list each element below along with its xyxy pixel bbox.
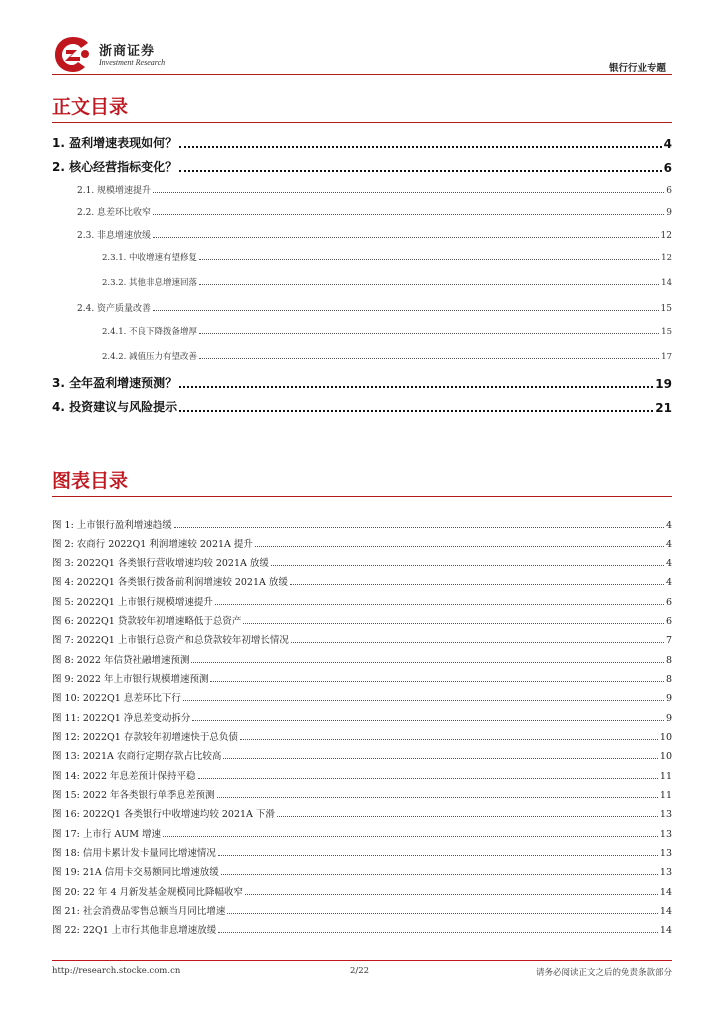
leader-dots — [210, 681, 663, 682]
figure-entry-page: 4 — [665, 539, 672, 550]
figure-entry-label: 图 10: 2022Q1 息差环比下行 — [52, 693, 181, 704]
figure-entry[interactable] — [52, 536, 672, 550]
toc-entry-label: 4. 投资建议与风险提示 — [52, 400, 178, 414]
leader-dots — [163, 836, 658, 837]
figure-entry-page: 4 — [665, 520, 672, 531]
leader-dots — [277, 816, 658, 817]
toc-subentry[interactable] — [77, 228, 672, 241]
figure-entry-label: 图 16: 2022Q1 各类银行中收增速均较 2021A 下滑 — [52, 809, 275, 820]
figure-entry[interactable] — [52, 632, 672, 646]
figure-entry[interactable] — [52, 922, 672, 936]
leader-dots — [191, 662, 663, 663]
figure-entry-label: 图 4: 2022Q1 各类银行拨备前利润增速较 2021A 放缓 — [52, 577, 288, 588]
leader-dots — [227, 913, 658, 914]
leader-dots — [245, 894, 658, 895]
toc-entry[interactable] — [52, 398, 672, 415]
figure-entry[interactable] — [52, 652, 672, 666]
figure-entry-page: 7 — [665, 635, 672, 646]
toc-title-rule — [52, 122, 672, 123]
toc-title: 正文目录 — [52, 96, 129, 118]
toc-entry-page: 21 — [655, 401, 672, 415]
figure-entry-label: 图 22: 22Q1 上市行其他非息增速放缓 — [52, 925, 217, 936]
toc-entry-page: 14 — [661, 278, 672, 288]
leader-dots — [218, 932, 658, 933]
figure-entry-page: 4 — [665, 577, 672, 588]
figure-entry[interactable] — [52, 748, 672, 762]
toc-entry-label: 2.3.2. 其他非息增速回落 — [102, 278, 198, 288]
leader-dots — [221, 874, 658, 875]
figure-entry-page: 14 — [659, 906, 672, 917]
toc-entry-page: 12 — [660, 231, 672, 241]
figure-entry[interactable] — [52, 594, 672, 608]
toc-entry-page: 15 — [661, 327, 672, 337]
figure-entry[interactable] — [52, 864, 672, 878]
toc-entry-page: 12 — [661, 253, 672, 263]
brand-name-en: Investment Research — [99, 58, 166, 67]
toc-entry-page: 9 — [666, 208, 672, 218]
leader-dots — [198, 778, 658, 779]
toc-entry-label: 2.4. 资产质量改善 — [77, 304, 152, 314]
leader-dots — [240, 739, 658, 740]
leader-dots — [223, 758, 658, 759]
zheshang-logo-icon — [52, 34, 94, 74]
figure-entry[interactable] — [52, 768, 672, 782]
leader-dots — [153, 214, 664, 215]
leader-dots — [179, 410, 653, 412]
page-header — [52, 34, 672, 78]
figure-entry-page: 13 — [659, 848, 672, 859]
leader-dots — [192, 720, 664, 721]
figure-entry-page: 11 — [659, 771, 672, 782]
footer-disclaimer: 请务必阅读正文之后的免责条款部分 — [535, 968, 672, 978]
toc-entry-label: 2.3.1. 中收增速有望修复 — [102, 253, 198, 263]
figure-entry[interactable] — [52, 710, 672, 724]
toc-entry-label: 1. 盈利增速表现如何？ — [52, 136, 178, 150]
figure-entry-page: 6 — [665, 597, 672, 608]
figure-entry-page: 14 — [659, 887, 672, 898]
figure-entry-label: 图 9: 2022 年上市银行规模增速预测 — [52, 674, 209, 685]
toc-subsubentry[interactable] — [102, 325, 672, 337]
figure-entry-page: 8 — [665, 674, 672, 685]
figure-entry-page: 10 — [659, 732, 672, 743]
toc-entry-label: 2.4.1. 不良下降拨备增厚 — [102, 327, 198, 337]
leader-dots — [291, 642, 664, 643]
figure-entry-label: 图 18: 信用卡累计发卡量同比增速情况 — [52, 848, 216, 859]
footer-divider — [52, 960, 672, 961]
toc-entry-label: 2.1. 规模增速提升 — [77, 186, 152, 196]
brand-name-cn: 浙商证券 — [99, 44, 156, 59]
figures-title: 图表目录 — [52, 470, 129, 492]
figure-entry-label: 图 13: 2021A 农商行定期存款占比较高 — [52, 751, 222, 762]
leader-dots — [199, 358, 659, 359]
figure-entry-page: 14 — [659, 925, 672, 936]
leader-dots — [271, 565, 664, 566]
figure-entry[interactable] — [52, 690, 672, 704]
toc-entry-page: 15 — [660, 304, 672, 314]
figure-entry-label: 图 17: 上市行 AUM 增速 — [52, 829, 161, 840]
figure-entry-label: 图 19: 21A 信用卡交易额同比增速放缓 — [52, 867, 219, 878]
leader-dots — [255, 546, 664, 547]
toc-subsubentry[interactable] — [102, 276, 672, 288]
toc-subsubentry[interactable] — [102, 350, 672, 362]
toc-entry-label: 2. 核心经营指标变化？ — [52, 160, 178, 174]
leader-dots — [199, 259, 659, 260]
toc-subentry[interactable] — [77, 205, 672, 218]
figure-entry-page: 13 — [659, 829, 672, 840]
figure-entry-label: 图 7: 2022Q1 上市银行总资产和总贷款较年初增长情况 — [52, 635, 289, 646]
figure-entry-page: 9 — [665, 713, 672, 724]
figure-entry[interactable] — [52, 555, 672, 569]
toc-entry[interactable] — [52, 134, 672, 151]
toc-entry-page: 6 — [666, 186, 672, 196]
toc-entry[interactable] — [52, 374, 672, 391]
leader-dots — [199, 333, 659, 334]
figure-entry-page: 4 — [665, 558, 672, 569]
leader-dots — [179, 386, 653, 388]
figure-entry-page: 10 — [659, 751, 672, 762]
figure-entry[interactable] — [52, 903, 672, 917]
leader-dots — [174, 527, 664, 528]
figure-entry-label: 图 3: 2022Q1 各类银行营收增速均较 2021A 放缓 — [52, 558, 269, 569]
figure-entry-page: 9 — [665, 693, 672, 704]
figure-entry[interactable] — [52, 613, 672, 627]
header-divider — [52, 74, 672, 75]
figure-entry-label: 图 21: 社会消费品零售总额当月同比增速 — [52, 906, 226, 917]
figure-entry-label: 图 5: 2022Q1 上市银行规模增速提升 — [52, 597, 213, 608]
figure-entry-page: 13 — [659, 867, 672, 878]
figure-entry[interactable] — [52, 826, 672, 840]
toc-subentry[interactable] — [77, 183, 672, 196]
toc-subsubentry[interactable] — [102, 251, 672, 263]
report-type: 银行行业专题 — [608, 63, 666, 74]
figure-entry-label: 图 8: 2022 年信贷社融增速预测 — [52, 655, 190, 666]
toc-entry-page: 6 — [663, 161, 672, 175]
toc-entry-label: 2.3. 非息增速放缓 — [77, 231, 152, 241]
figure-entry[interactable] — [52, 845, 672, 859]
page-number: 2/22 — [350, 966, 370, 976]
toc-subentry[interactable] — [77, 301, 672, 314]
figure-entry[interactable] — [52, 517, 672, 531]
figure-entry[interactable] — [52, 729, 672, 743]
toc-entry-label: 3. 全年盈利增速预测？ — [52, 376, 178, 390]
leader-dots — [179, 170, 662, 172]
figure-entry-page: 8 — [665, 655, 672, 666]
leader-dots — [183, 700, 664, 701]
figure-entry[interactable] — [52, 574, 672, 588]
figure-entry-label: 图 1: 上市银行盈利增速趋缓 — [52, 520, 172, 531]
figure-entry-page: 13 — [659, 809, 672, 820]
leader-dots — [218, 855, 658, 856]
leader-dots — [153, 237, 659, 238]
figure-entry-label: 图 20: 22 年 4 月新发基金规模同比降幅收窄 — [52, 887, 244, 898]
leader-dots — [153, 192, 664, 193]
leader-dots — [199, 284, 659, 285]
figure-entry-label: 图 14: 2022 年息差预计保持平稳 — [52, 771, 196, 782]
figure-entry-label: 图 11: 2022Q1 净息差变动拆分 — [52, 713, 191, 724]
figure-entry-page: 6 — [665, 616, 672, 627]
footer-url[interactable]: http://research.stocke.com.cn — [52, 966, 181, 976]
leader-dots — [179, 146, 662, 148]
leader-dots — [215, 604, 664, 605]
leader-dots — [217, 797, 658, 798]
figure-entry-label: 图 2: 农商行 2022Q1 利润增速较 2021A 提升 — [52, 539, 253, 550]
leader-dots — [290, 584, 664, 585]
figure-entry-label: 图 6: 2022Q1 贷款较年初增速略低于总资产 — [52, 616, 242, 627]
figure-entry[interactable] — [52, 884, 672, 898]
toc-entry-page: 19 — [655, 377, 672, 391]
figure-entry-label: 图 12: 2022Q1 存款较年初增速快于总负债 — [52, 732, 238, 743]
toc-entry-label: 2.4.2. 减值压力有望改善 — [102, 352, 198, 362]
toc-entry-page: 17 — [661, 352, 672, 362]
figure-entry[interactable] — [52, 787, 672, 801]
leader-dots — [153, 310, 659, 311]
figure-entry-page: 11 — [659, 790, 672, 801]
figure-entry[interactable] — [52, 671, 672, 685]
figures-title-rule — [52, 496, 672, 497]
toc-entry-page: 4 — [663, 137, 672, 151]
toc-entry-label: 2.2. 息差环比收窄 — [77, 208, 152, 218]
figure-entry[interactable] — [52, 806, 672, 820]
figure-entry-label: 图 15: 2022 年各类银行单季息差预测 — [52, 790, 215, 801]
toc-entry[interactable] — [52, 158, 672, 175]
leader-dots — [243, 623, 664, 624]
